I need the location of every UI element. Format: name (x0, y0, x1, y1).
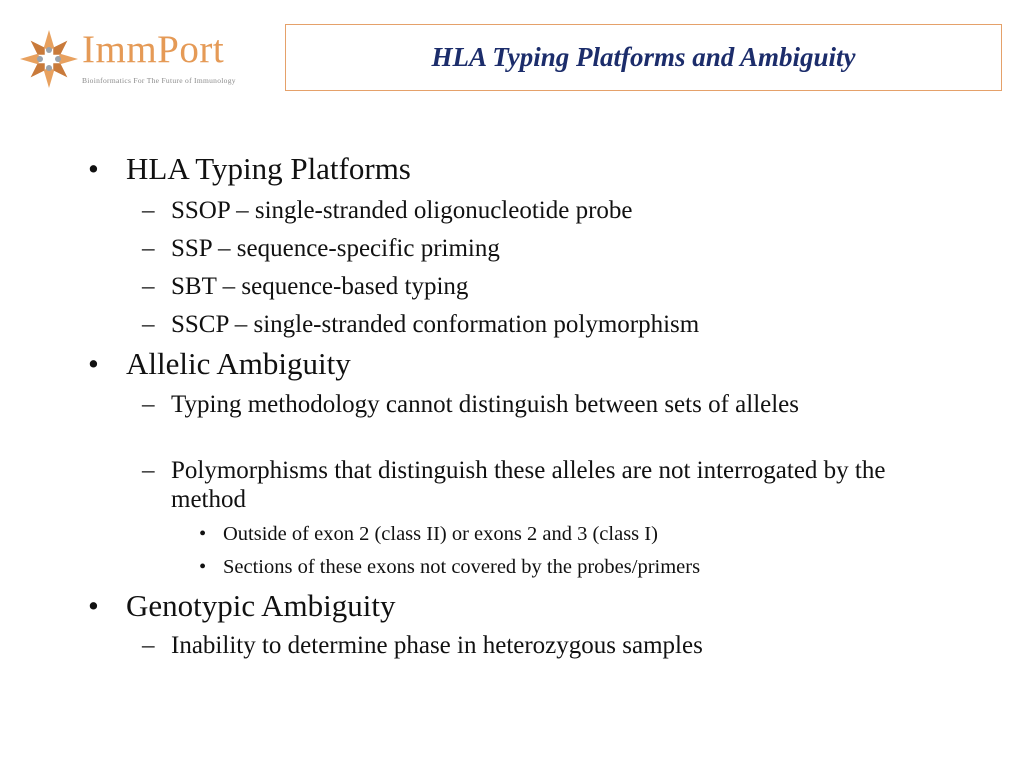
immport-logo (18, 24, 280, 90)
bullet-icon: • (199, 556, 207, 578)
list-item-text: Inability to determine phase in heterozygous samples (171, 632, 703, 659)
bullet-icon: • (88, 588, 99, 623)
dash-icon: – (142, 311, 155, 338)
bullet-label: Allelic Ambiguity (126, 346, 351, 381)
bullet-icon: • (88, 346, 99, 381)
bullet-icon: • (88, 151, 99, 186)
dash-icon: – (142, 197, 155, 224)
dash-icon: – (142, 273, 155, 300)
dash-icon: – (142, 235, 155, 262)
dash-icon: – (142, 391, 155, 418)
sub-list-item-text: Outside of exon 2 (class II) or exons 2 and 3 (class I) (223, 523, 658, 545)
list-item-text: SSCP – single-stranded conformation polymorphism (171, 311, 700, 338)
logo-wordmark: ImmPort (82, 28, 225, 71)
bullet-label: HLA Typing Platforms (126, 151, 411, 186)
sub-list-item-text: Sections of these exons not covered by the probes/primers (223, 556, 701, 578)
title-box (285, 24, 1002, 91)
list-item-text: Typing methodology cannot distinguish between sets of alleles (171, 391, 800, 418)
list-item-text: SBT – sequence-based typing (171, 273, 469, 300)
immport-star-icon (18, 28, 80, 90)
slide-title: HLA Typing Platforms and Ambiguity (431, 42, 856, 72)
dash-icon: – (142, 632, 155, 659)
list-item-text: SSOP – single-stranded oligonucleotide probe (171, 197, 633, 224)
bullet-icon: • (199, 523, 207, 545)
dash-icon: – (142, 457, 155, 484)
list-item-text: Polymorphisms that distinguish these alleles are not interrogated by the method (171, 457, 886, 513)
logo-tagline: Bioinformatics For The Future of Immunology (82, 76, 236, 85)
list-item-text: SSP – sequence-specific priming (171, 235, 500, 262)
bullet-label: Genotypic Ambiguity (126, 588, 396, 623)
